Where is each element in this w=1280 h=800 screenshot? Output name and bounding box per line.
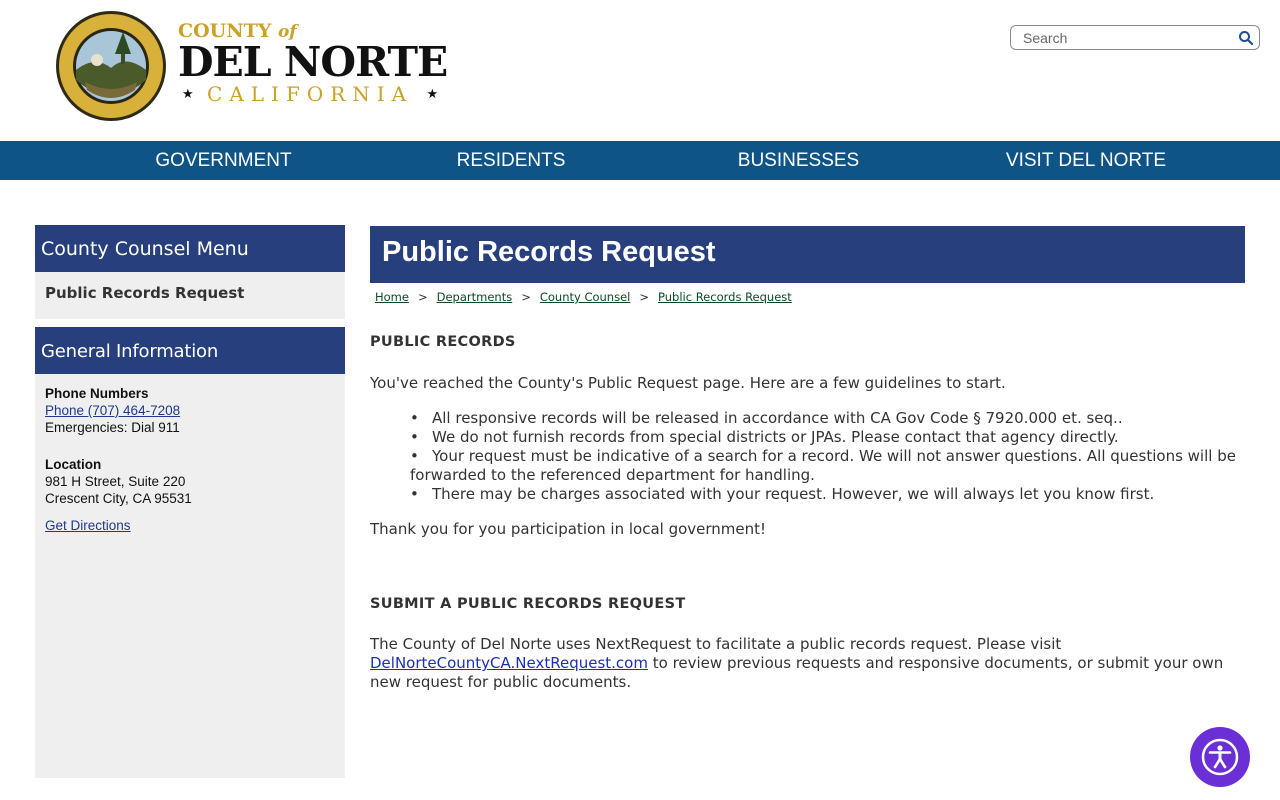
nav-government[interactable]: GOVERNMENT — [155, 150, 292, 171]
county-seal-icon[interactable] — [55, 10, 167, 122]
list-item: • We do not furnish records from special districts or JPAs. Please contact that agency directly. — [410, 428, 1245, 447]
directions-block — [45, 517, 131, 534]
sidebar-menu-title: County Counsel Menu — [35, 225, 345, 272]
nextrequest-link[interactable]: DelNorteCountyCA.NextRequest.com — [370, 654, 648, 672]
breadcrumb-public-records-request[interactable]: Public Records Request — [658, 290, 792, 304]
sidebar-info-title: General Information — [35, 327, 345, 374]
submit-text-after: to review previous requests and responsive documents, or submit your own new request for public documents. — [370, 654, 1224, 691]
sidebar-item-public-records-request[interactable]: Public Records Request — [45, 284, 245, 302]
logo-name-text: DEL NORTE — [178, 38, 448, 86]
nav-businesses[interactable]: BUSINESSES — [737, 150, 860, 171]
breadcrumb-county-counsel[interactable]: County Counsel — [539, 290, 631, 304]
logo-state-text: ★ CALIFORNIA ★ — [182, 82, 439, 106]
site-header — [0, 0, 1280, 141]
logo-county-text: COUNTY of — [178, 20, 297, 42]
intro-text: You've reached the County's Public Request page. Here are a few guidelines to start. — [370, 374, 1006, 392]
search-icon[interactable] — [1237, 29, 1255, 47]
list-item: • There may be charges associated with your request. However, we will always let you know first. — [410, 485, 1245, 504]
sidebar-divider — [35, 319, 345, 327]
accessibility-button[interactable] — [1190, 727, 1250, 787]
phone-label: Phone Numbers — [45, 386, 149, 401]
breadcrumb-departments[interactable]: Departments — [436, 290, 513, 304]
list-item: • All responsive records will be released in accordance with CA Gov Code § 7920.000 et. seq.. — [410, 409, 1245, 428]
nav-residents[interactable]: RESIDENTS — [456, 150, 566, 171]
breadcrumb — [375, 290, 792, 304]
phone-info — [45, 385, 180, 436]
phone-link[interactable]: Phone (707) 464-7208 — [45, 403, 181, 418]
page-title: Public Records Request — [382, 236, 716, 268]
submit-paragraph — [370, 635, 1245, 692]
submit-text-before: The County of Del Norte uses NextRequest to facilitate a public records request. Please visit — [370, 635, 1062, 653]
nav-visit-del-norte[interactable]: VISIT DEL NORTE — [1005, 150, 1167, 171]
breadcrumb-home[interactable]: Home — [375, 290, 409, 304]
search-input[interactable] — [1023, 29, 1233, 47]
section-heading-public-records: PUBLIC RECORDS — [370, 334, 516, 350]
page-title-bar — [370, 226, 1245, 283]
list-item: • Your request must be indicative of a search for a record. We will not answer questions. All questions will be forwarded to the referenced department for handling. — [410, 447, 1245, 485]
breadcrumb-separator: > — [639, 290, 650, 304]
accessibility-icon — [1190, 727, 1250, 787]
section-heading-submit: SUBMIT A PUBLIC RECORDS REQUEST — [370, 596, 686, 612]
search-box — [1010, 25, 1260, 50]
location-info — [45, 456, 192, 507]
breadcrumb-separator: > — [417, 290, 428, 304]
breadcrumb-separator: > — [521, 290, 531, 304]
sidebar — [35, 225, 345, 778]
address-line-2: Crescent City, CA 95531 — [45, 491, 192, 506]
emergency-text: Emergencies: Dial 911 — [45, 420, 180, 435]
guidelines-list — [410, 409, 1245, 504]
site-logo[interactable] — [178, 18, 448, 108]
location-label: Location — [45, 457, 102, 472]
address-line-1: 981 H Street, Suite 220 — [45, 474, 186, 489]
main-nav — [0, 141, 1280, 180]
get-directions-link[interactable]: Get Directions — [45, 518, 131, 533]
thanks-text: Thank you for you participation in local government! — [370, 520, 767, 538]
